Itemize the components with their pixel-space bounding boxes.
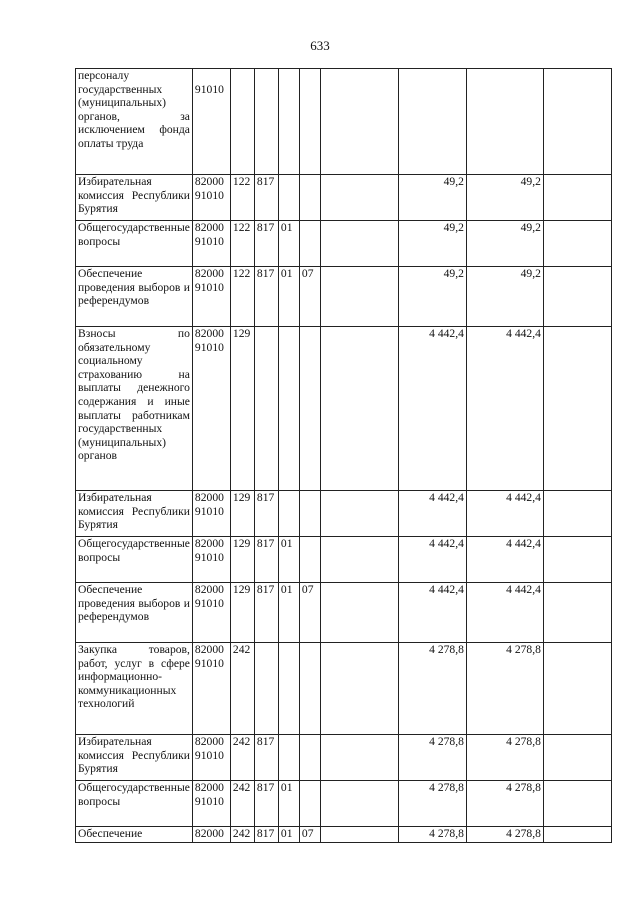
row-expense-type: 122	[230, 221, 254, 267]
row-section	[278, 491, 299, 537]
row-department-code: 817	[254, 735, 278, 781]
row-expense-type: 129	[230, 327, 254, 491]
row-amount-2: 4 442,4	[466, 537, 543, 583]
row-amount-3	[543, 781, 611, 827]
row-subsection	[299, 69, 320, 175]
row-name: Обеспечение проведения выборов и референдумов	[76, 583, 193, 643]
row-name: Обеспечение проведения выборов и референдумов	[76, 267, 193, 327]
table-row	[76, 327, 612, 491]
row-department-code: 817	[254, 827, 278, 843]
row-name: Общегосударственные вопросы	[76, 221, 193, 267]
row-department-code	[254, 643, 278, 735]
row-expense-type: 122	[230, 175, 254, 221]
row-section: 01	[278, 583, 299, 643]
row-name: Закупка товаров, работ, услуг в сфере информационно-коммуникационных технологий	[76, 643, 193, 735]
budget-table	[75, 68, 612, 843]
row-empty-cell	[320, 69, 398, 175]
row-amount-2	[466, 69, 543, 175]
row-expense-type: 242	[230, 735, 254, 781]
row-section: 01	[278, 781, 299, 827]
table-row	[76, 537, 612, 583]
row-department-code: 817	[254, 537, 278, 583]
row-name: Взносы по обязательному социальному страхованию на выплаты денежного содержания и иные выплаты работникам государственных (муниципальных) органов	[76, 327, 193, 491]
table-row	[76, 643, 612, 735]
row-department-code	[254, 69, 278, 175]
row-target-code: 82000 91010	[192, 537, 230, 583]
row-section: 01	[278, 267, 299, 327]
row-subsection	[299, 781, 320, 827]
row-amount-2: 4 442,4	[466, 327, 543, 491]
row-amount-1: 4 442,4	[398, 491, 466, 537]
row-department-code	[254, 327, 278, 491]
row-amount-3	[543, 327, 611, 491]
row-amount-1: 49,2	[398, 175, 466, 221]
row-amount-1: 4 278,8	[398, 827, 466, 843]
page-number: 633	[310, 38, 330, 53]
row-section: 01	[278, 537, 299, 583]
row-expense-type: 242	[230, 781, 254, 827]
row-target-code: 82000 91010	[192, 267, 230, 327]
row-amount-3	[543, 267, 611, 327]
row-amount-2: 4 278,8	[466, 781, 543, 827]
row-amount-1	[398, 69, 466, 175]
row-expense-type: 129	[230, 537, 254, 583]
row-section	[278, 175, 299, 221]
row-amount-2: 49,2	[466, 175, 543, 221]
row-expense-type: 129	[230, 583, 254, 643]
row-section	[278, 643, 299, 735]
row-amount-2: 4 442,4	[466, 491, 543, 537]
row-expense-type: 242	[230, 827, 254, 843]
row-empty-cell	[320, 267, 398, 327]
table-row	[76, 735, 612, 781]
row-amount-2: 49,2	[466, 221, 543, 267]
row-subsection	[299, 735, 320, 781]
row-section: 01	[278, 221, 299, 267]
row-name: Избирательная комиссия Республики Бурятия	[76, 491, 193, 537]
row-empty-cell	[320, 827, 398, 843]
row-department-code: 817	[254, 583, 278, 643]
row-amount-2: 49,2	[466, 267, 543, 327]
row-department-code: 817	[254, 267, 278, 327]
row-name: Обеспечение	[76, 827, 193, 843]
row-amount-3	[543, 69, 611, 175]
row-subsection: 07	[299, 827, 320, 843]
row-expense-type	[230, 69, 254, 175]
row-department-code: 817	[254, 491, 278, 537]
row-subsection	[299, 537, 320, 583]
row-target-code: 82000 91010	[192, 175, 230, 221]
row-subsection	[299, 175, 320, 221]
row-department-code: 817	[254, 781, 278, 827]
row-name: Общегосударственные вопросы	[76, 781, 193, 827]
table-row	[76, 827, 612, 843]
row-amount-1: 4 278,8	[398, 735, 466, 781]
row-target-code: 82000 91010	[192, 735, 230, 781]
row-amount-3	[543, 491, 611, 537]
table-row	[76, 69, 612, 175]
table-row	[76, 491, 612, 537]
row-amount-3	[543, 583, 611, 643]
row-name: персоналу государственных (муниципальных) органов, за исключением фонда оплаты труда	[76, 69, 193, 175]
row-empty-cell	[320, 643, 398, 735]
row-amount-1: 4 278,8	[398, 643, 466, 735]
row-empty-cell	[320, 781, 398, 827]
row-amount-1: 49,2	[398, 221, 466, 267]
row-amount-2: 4 278,8	[466, 827, 543, 843]
row-empty-cell	[320, 583, 398, 643]
row-amount-1: 4 442,4	[398, 327, 466, 491]
row-subsection: 07	[299, 583, 320, 643]
row-amount-3	[543, 175, 611, 221]
row-target-code: 82000 91010	[192, 327, 230, 491]
row-empty-cell	[320, 735, 398, 781]
row-name: Избирательная комиссия Республики Бурятия	[76, 735, 193, 781]
row-amount-3	[543, 537, 611, 583]
table-row	[76, 781, 612, 827]
row-amount-1: 49,2	[398, 267, 466, 327]
table-row	[76, 175, 612, 221]
row-target-code: 82000 91010	[192, 583, 230, 643]
row-name: Общегосударственные вопросы	[76, 537, 193, 583]
row-expense-type: 129	[230, 491, 254, 537]
row-amount-3	[543, 221, 611, 267]
row-empty-cell	[320, 327, 398, 491]
row-target-code: 82000 91010	[192, 221, 230, 267]
row-section	[278, 69, 299, 175]
row-amount-1: 4 442,4	[398, 583, 466, 643]
row-amount-2: 4 278,8	[466, 735, 543, 781]
row-amount-2: 4 278,8	[466, 643, 543, 735]
row-amount-3	[543, 735, 611, 781]
row-target-code: 82000 91010	[192, 781, 230, 827]
table-row	[76, 221, 612, 267]
row-amount-3	[543, 827, 611, 843]
row-amount-1: 4 278,8	[398, 781, 466, 827]
row-amount-1: 4 442,4	[398, 537, 466, 583]
row-section	[278, 327, 299, 491]
row-target-code: 82000	[192, 827, 230, 843]
row-department-code: 817	[254, 175, 278, 221]
row-empty-cell	[320, 175, 398, 221]
row-target-code: 82000 91010	[192, 491, 230, 537]
row-subsection	[299, 327, 320, 491]
row-department-code: 817	[254, 221, 278, 267]
row-expense-type: 122	[230, 267, 254, 327]
row-empty-cell	[320, 537, 398, 583]
row-amount-2: 4 442,4	[466, 583, 543, 643]
row-empty-cell	[320, 221, 398, 267]
row-subsection	[299, 643, 320, 735]
row-name: Избирательная комиссия Республики Бурятия	[76, 175, 193, 221]
row-expense-type: 242	[230, 643, 254, 735]
row-section: 01	[278, 827, 299, 843]
row-empty-cell	[320, 491, 398, 537]
row-target-code: 91010	[192, 69, 230, 175]
row-section	[278, 735, 299, 781]
row-subsection: 07	[299, 267, 320, 327]
table-row	[76, 267, 612, 327]
row-subsection	[299, 221, 320, 267]
row-target-code: 82000 91010	[192, 643, 230, 735]
row-amount-3	[543, 643, 611, 735]
row-subsection	[299, 491, 320, 537]
table-row	[76, 583, 612, 643]
